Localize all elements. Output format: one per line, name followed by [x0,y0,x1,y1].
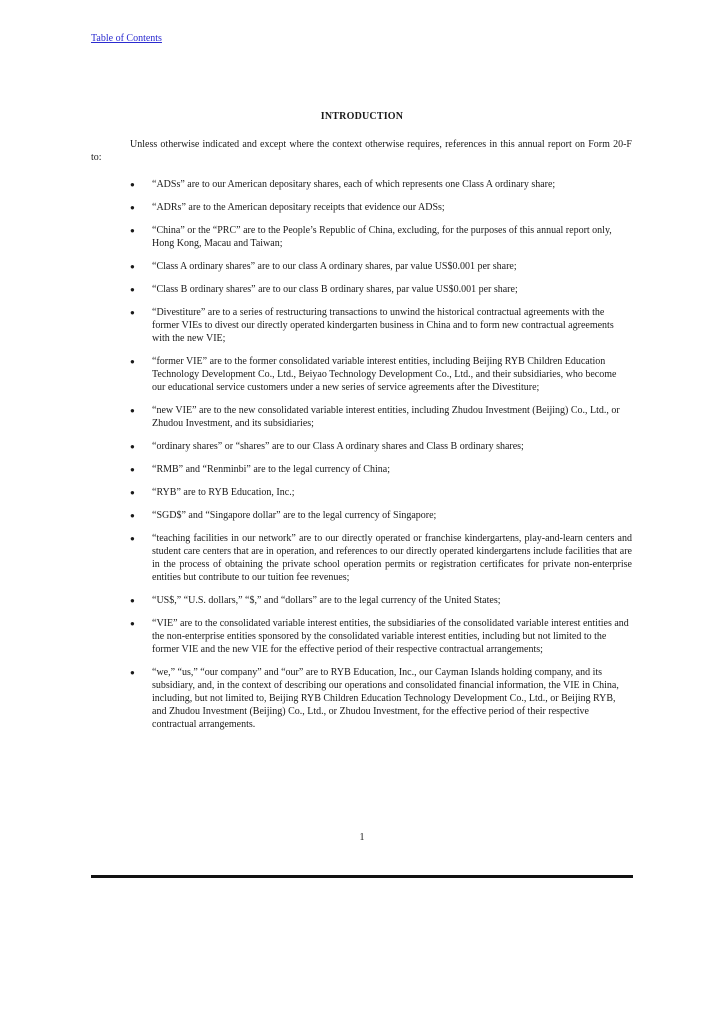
list-item [0,532,632,584]
definition-text: “VIE” are to the consolidated variable interest entities, the subsidiaries of the consolidated variable interest entities and the non-enterprise entities sponsored by the consolidated variable interest entities, including but not limited to the former VIE and the new VIE for the effective period of their respective contractual arrangements; [152,618,629,655]
list-item [0,617,632,656]
table-of-contents-link[interactable]: Table of Contents [91,33,162,44]
definition-text: “we,” “us,” “our company” and “our” are to RYB Education, Inc., our Cayman Islands holding company, and its subsidiary, and, in the context of describing our operations and consolidated financial information, the VIE in China, including, but not limited to, Beijing RYB Children Education Technology Development Co., Ltd., or Beijing RYB, and Zhudou Investment (Beijing) Co., Ltd., or Zhudou Investment, for the effective period of their respective contractual arrangements. [152,667,619,730]
list-item [0,404,632,430]
bullet-icon: ● [130,442,135,451]
bullet-icon: ● [130,226,135,235]
list-item [0,509,632,522]
bullet-icon: ● [130,285,135,294]
bullet-icon: ● [130,511,135,520]
definition-text: “former VIE” are to the former consolidated variable interest entities, including Beijing RYB Children Education Technology Development Co., Ltd., Beiyao Technology Development Co., Ltd., and their subsidiaries, who become our educational service customers under a new series of service agreements after the Divestiture; [152,356,617,393]
list-item [0,224,632,250]
definition-text: “US$,” “U.S. dollars,” “$,” and “dollars” are to the legal currency of the United States; [152,595,501,606]
page-number: 1 [359,832,365,843]
bullet-icon: ● [130,262,135,271]
bullet-icon: ● [130,203,135,212]
definition-text: “ADRs” are to the American depositary receipts that evidence our ADSs; [152,202,445,213]
bullet-icon: ● [130,357,135,366]
page-divider [91,875,633,878]
definition-text: “ordinary shares” or “shares” are to our Class A ordinary shares and Class B ordinary shares; [152,441,524,452]
list-item [0,486,632,499]
definition-text: “RMB” and “Renminbi” are to the legal currency of China; [152,464,390,475]
definition-text: “ADSs” are to our American depositary shares, each of which represents one Class A ordinary share; [152,179,556,190]
bullet-icon: ● [130,596,135,605]
list-item [0,355,632,394]
list-item [0,260,632,273]
definition-text: “Class B ordinary shares” are to our class B ordinary shares, par value US$0.001 per share; [152,284,518,295]
bullet-icon: ● [130,406,135,415]
list-item [0,666,632,731]
bullet-icon: ● [130,619,135,628]
definitions-list [0,178,724,741]
definition-text: “SGD$” and “Singapore dollar” are to the legal currency of Singapore; [152,510,437,521]
bullet-icon: ● [130,465,135,474]
list-item [0,594,632,607]
list-item [0,201,632,214]
definition-text: “teaching facilities in our network” are to our directly operated or franchise kindergartens, play-and-learn centers and student care centers that are in operation, and references to our directly operated kindergartens include facilities that are in the process of obtaining the private school operation permits or registration certificates for private non-enterprise entities but contribute to our tuition fee revenues; [152,533,632,583]
list-item [0,283,632,296]
list-item [0,463,632,476]
bullet-icon: ● [130,668,135,677]
list-item [0,440,632,453]
definition-text: “RYB” are to RYB Education, Inc.; [152,487,295,498]
definition-text: “new VIE” are to the new consolidated variable interest entities, including Zhudou Investment (Beijing) Co., Ltd., or Zhudou Investment, and its subsidiaries; [152,405,620,429]
bullet-icon: ● [130,180,135,189]
list-item [0,178,632,191]
bullet-icon: ● [130,534,135,543]
definition-text: “China” or the “PRC” are to the People’s Republic of China, excluding, for the purposes of this annual report only, Hong Kong, Macau and Taiwan; [152,225,612,249]
bullet-icon: ● [130,488,135,497]
list-item [0,306,632,345]
intro-paragraph: Unless otherwise indicated and except where the context otherwise requires, references in this annual report on Form 20-F to: [91,139,632,163]
bullet-icon: ● [130,308,135,317]
definition-text: “Divestiture” are to a series of restructuring transactions to unwind the historical contractual agreements with the former VIEs to divest our directly operated kindergarten business in China and to form new contractual agreements with the new VIE; [152,307,614,344]
definition-text: “Class A ordinary shares” are to our class A ordinary shares, par value US$0.001 per share; [152,261,517,272]
page-title: INTRODUCTION [320,111,404,122]
